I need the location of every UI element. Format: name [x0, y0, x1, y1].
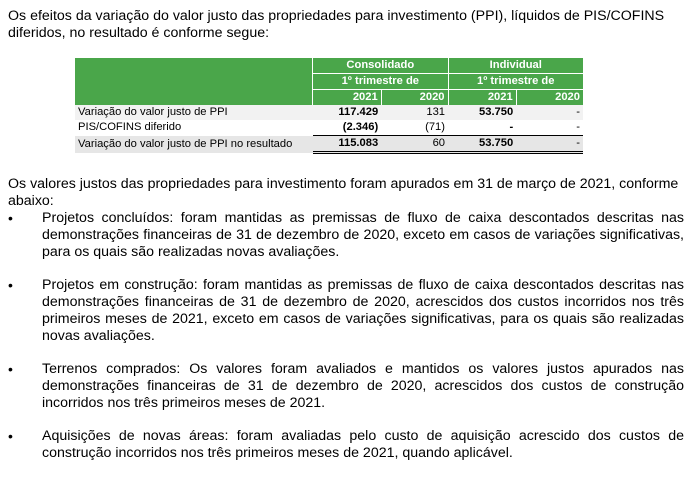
bullet-marker: • [8, 361, 13, 377]
row-label: Variação do valor justo de PPI [75, 105, 313, 120]
table-header-row-group [75, 58, 583, 74]
cell-value: 115.083 [313, 136, 382, 153]
header-consolidado: Consolidado [313, 58, 448, 74]
list-item [8, 277, 684, 345]
header-year: 2021 [313, 90, 382, 106]
cell-value: - [516, 105, 583, 120]
bullet-marker: • [8, 210, 13, 226]
ppi-fair-value-table [75, 58, 583, 154]
list-item [8, 428, 684, 462]
row-label: PIS/COFINS diferido [78, 121, 182, 134]
header-year: 2020 [381, 90, 448, 106]
bullet-marker: • [8, 428, 13, 444]
list-item-text: Projetos concluídos: foram mantidas as premissas de fluxo de caixa descontados descritas nas demonstrações financeiras de 31 de dezembro de 2020, exceto em casos de variações significativas, para os quais são realizadas novas avaliações. [42, 210, 684, 260]
header-period-individual: 1º trimestre de [448, 74, 583, 90]
valuation-paragraph: Os valores justos das propriedades para investimento foram apurados em 31 de março de 2021, conforme abaixo: [8, 176, 679, 209]
list-item [8, 361, 684, 412]
cell-value: (71) [381, 120, 448, 136]
row-label: Variação do valor justo de PPI no resultado [75, 136, 313, 153]
cell-value: 117.429 [313, 105, 382, 120]
table-row-total [75, 136, 583, 153]
cell-value: 60 [381, 136, 448, 153]
cell-value: - [516, 120, 583, 136]
cell-value: - [516, 136, 583, 153]
cell-value: 53.750 [448, 136, 516, 153]
header-blank-cell [75, 90, 313, 106]
table-row [75, 120, 583, 136]
cell-value: - [448, 120, 516, 136]
table-header-row-years [75, 90, 583, 106]
cell-value: (2.346) [313, 120, 382, 136]
header-year: 2021 [448, 90, 516, 106]
table-header-row-period [75, 74, 583, 90]
ppi-table [75, 58, 583, 154]
cell-value: 131 [381, 105, 448, 120]
list-item-text: Aquisições de novas áreas: foram avaliadas pelo custo de aquisição acrescido dos custos de construção incorridos nos três primeiros meses de 2021, quando aplicável. [42, 428, 684, 461]
intro-text: Os efeitos da variação do valor justo das propriedades para investimento (PPI), líquidos de PIS/COFINS diferidos, no resultado é conforme segue: [8, 8, 665, 41]
header-period-consolidado: 1º trimestre de [313, 74, 448, 90]
bullet-list [8, 210, 684, 478]
list-item-text: Terrenos comprados: Os valores foram avaliados e mantidos os valores justos apurados nas demonstrações financeiras de 31 de dezembro de 2020, acrescidos dos custos de construção incorridos nos três primeiros meses de 2021. [42, 361, 684, 411]
header-year: 2020 [516, 90, 583, 106]
header-individual: Individual [448, 58, 583, 74]
header-blank-cell [75, 74, 313, 90]
header-blank-cell [75, 58, 313, 74]
table-row [75, 105, 583, 120]
cell-value: 53.750 [448, 105, 516, 120]
list-item [8, 210, 684, 261]
list-item-text: Projetos em construção: foram mantidas as premissas de fluxo de caixa descontados descritas nas demonstrações financeiras de 31 de dezembro de 2020, acrescidos dos custos incorridos nos três primeiros meses de 2021, exceto em casos de variações significativas, para os quais são realizadas novas avaliações. [42, 277, 684, 344]
bullet-marker: • [8, 277, 13, 293]
